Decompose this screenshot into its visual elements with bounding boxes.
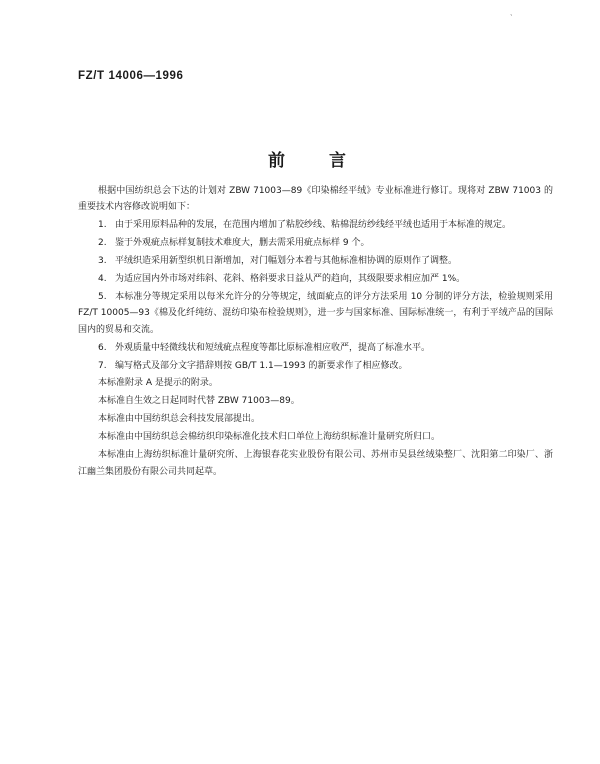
standard-code: FZ/T 14006—1996 [78,70,184,82]
item-number: 5. [98,291,107,302]
item-text: 平绒织造采用新型织机日渐增加，对门幅划分本着与其他标准相协调的原则作了调整。 [115,256,458,267]
list-item [78,217,553,233]
closing-centralizing-note: 本标准由中国纺织总会棉纺织印染标准化技术归口单位上海纺织标准计量研究所归口。 [98,432,441,443]
list-item [78,358,553,374]
closing-replacement-note: 本标准自生效之日起同时代替 ZBW 71003—89。 [98,396,300,407]
list-item [78,235,553,251]
item-text: 编写格式及部分文字措辞则按 GB/T 1.1—1993 的新要求作了相应修改。 [115,360,408,371]
item-number: 1. [98,220,107,231]
closing-appendix-note: 本标准附录 A 是提示的附录。 [98,378,218,389]
item-text: 本标准分等规定采用以每米允许分的分等规定，绒面疵点的评分方法采用 10 分制的评分方法，检验规则采用 FZ/T 10005—93《棉及化纤纯纺、混纺印染布检验规则》，进一步与国家标准、国际标准统一，有利于平绒产品的国际国内的贸易和交流。 [78,291,553,335]
closing-drafters-note: 本标准由上海纺织标准计量研究所、上海银春花实业股份有限公司、苏州市吴县丝绒染整厂、沈阳第二印染厂、浙江幽兰集团股份有限公司共同起草。 [78,450,553,477]
corner-mark: 、 [510,9,517,17]
item-text: 鉴于外观疵点标样复制技术难度大，删去需采用疵点标样 9 个。 [115,238,370,249]
list-item [78,289,553,338]
item-text: 由于采用原料品种的发展，在范围内增加了粘胶纱线、粘棉混纺纱线经平绒也适用于本标准的规定。 [115,220,512,231]
list-item [78,340,553,356]
item-number: 2. [98,238,107,249]
list-item [78,253,553,269]
intro-paragraph: 根据中国纺织总会下达的计划对 ZBW 71003—89《印染棉经平绒》专业标准进行修订。现将对 ZBW 71003 的重要技术内容修改说明如下： [78,186,553,213]
item-text: 为适应国内外市场对纬斜、花斜、格斜要求日益从严的趋向，其级限要求相应加严 1%。 [115,274,466,285]
item-number: 7. [98,360,107,371]
item-text: 外观质量中轻微线状和短绒疵点程度等都比原标准相应收严，提高了标准水平。 [115,342,431,353]
list-item [78,271,553,287]
item-number: 4. [98,274,107,285]
item-number: 6. [98,342,107,353]
closing-proposer-note: 本标准由中国纺织总会科技发展部提出。 [98,414,261,425]
item-number: 3. [98,256,107,267]
page-title: 前言 [268,151,390,171]
foreword-body [78,183,553,481]
